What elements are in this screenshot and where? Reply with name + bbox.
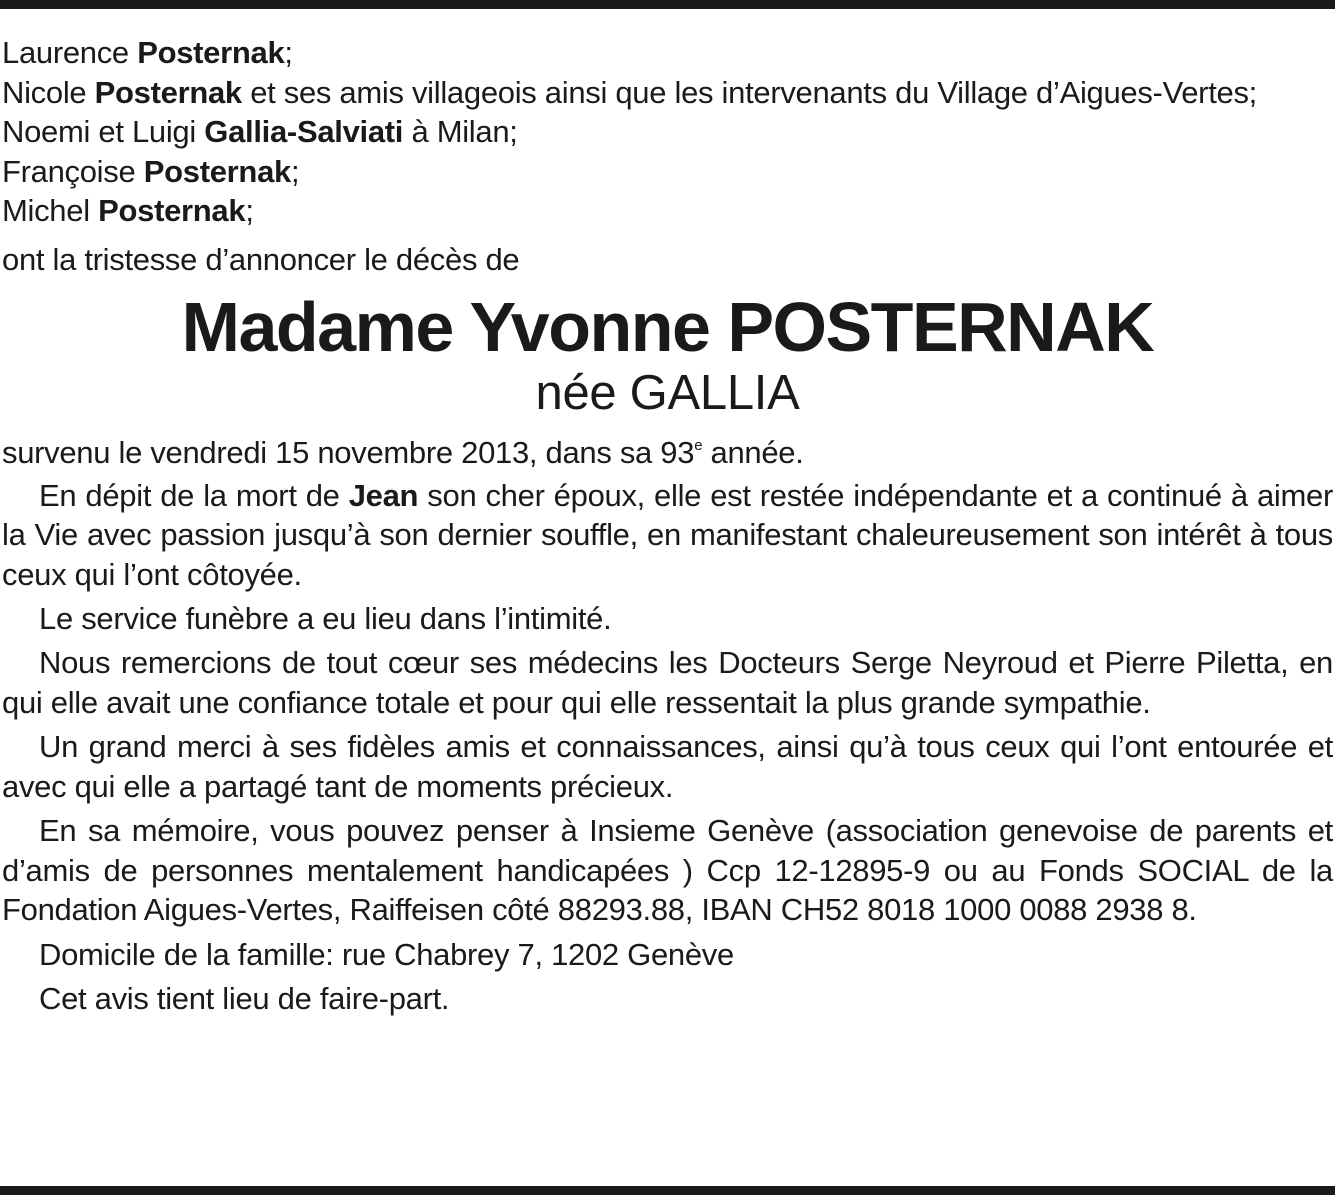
family-member-suffix: ; [290, 153, 300, 189]
last-name: Posternak [94, 74, 242, 110]
donations-paragraph: En sa mémoire, vous pouvez penser à Insieme Genève (association genevoise de parents et d’amis de personnes mentalement handicapées ) Ccp 12-12895-9 ou au Fonds SOCIAL de la Fondation Aigues-Vertes, Raiffeisen côté 88293.88, IBAN CH52 8018 1000 0088 2938 8. [2, 813, 1333, 927]
doctors-thanks-paragraph: Nous remercions de tout cœur ses médecins les Docteurs Serge Neyroud et Pierre Piletta, en qui elle avait une confiance totale et pour qui elle ressentait la plus grande sympathie. [2, 645, 1333, 720]
ordinal-superscript: e [694, 436, 703, 454]
family-list [2, 33, 1333, 231]
obituary-notice [2, 33, 1333, 1018]
family-member-suffix: et ses amis villageois ainsi que les intervenants du Village d’Aigues-Vertes; [241, 74, 1257, 110]
notice-closing-paragraph: Cet avis tient lieu de faire-part. [39, 980, 450, 1016]
date-of-death-line [2, 435, 1333, 471]
spouse-name: Jean [348, 477, 419, 513]
date-line-end: année. [702, 434, 804, 470]
tribute-paragraph [2, 476, 1333, 595]
first-name: Michel [2, 193, 90, 228]
family-member-suffix: à Milan; [403, 114, 518, 149]
first-name: Françoise [2, 153, 136, 189]
last-name: Posternak [137, 35, 285, 70]
family-member [2, 73, 1333, 113]
family-member-suffix: ; [245, 193, 254, 228]
deceased-name: Madame Yvonne POSTERNAK [181, 287, 1154, 366]
tribute-text-end: son cher époux, elle est restée indépendante et a continué à aimer la Vie avec passion jusqu’à son dernier souffle, en manifestant chaleureusement son intérêt à tous ceux qui l’ont côtoyée. [2, 477, 1333, 592]
date-line-text: survenu le vendredi 15 novembre 2013, dans sa 93 [2, 434, 695, 470]
maiden-name: née GALLIA [535, 365, 800, 420]
first-name: Nicole [2, 74, 87, 110]
friends-thanks-paragraph: Un grand merci à ses fidèles amis et connaissances, ainsi qu’à tous ceux qui l’ont entourée et avec qui elle a partagé tant de moments précieux. [2, 729, 1333, 804]
family-member [2, 152, 1333, 192]
tribute-text-start: En dépit de la mort de [39, 477, 349, 513]
first-name: Noemi et Luigi [2, 114, 196, 149]
announcement-text: ont la tristesse d’annoncer le décès de [2, 241, 520, 277]
family-member-suffix: ; [284, 35, 293, 70]
family-member [2, 191, 1333, 231]
last-name: Gallia-Salviati [204, 114, 404, 149]
last-name: Posternak [98, 193, 246, 228]
funeral-service-paragraph: Le service funèbre a eu lieu dans l’intimité. [39, 601, 612, 636]
last-name: Posternak [143, 153, 291, 189]
family-member [2, 33, 1333, 73]
family-address-paragraph: Domicile de la famille: rue Chabrey 7, 1202 Genève [39, 936, 734, 972]
bottom-rule [0, 1186, 1335, 1195]
top-rule [0, 0, 1335, 9]
first-name: Laurence [2, 35, 129, 70]
family-member [2, 112, 1333, 152]
